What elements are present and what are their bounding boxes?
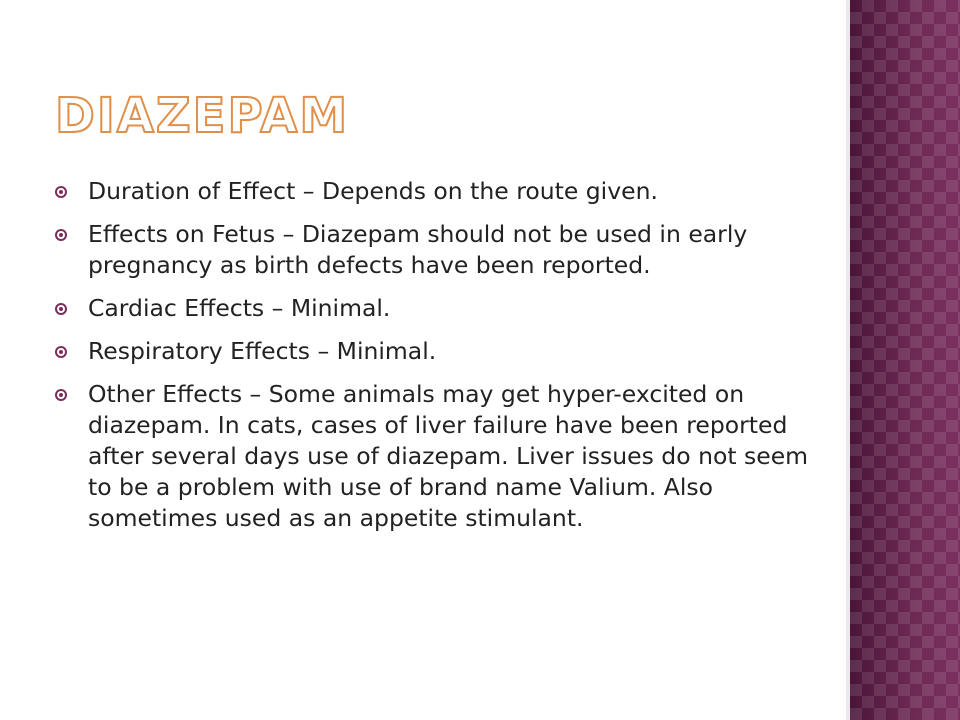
bullet-text: Other Effects – Some animals may get hyper-excited on diazepam. In cats, cases of liver failure have been reported after several days use of diazepam. Liver issues do not seem to be a problem with use of brand name Valium. Also sometimes used as an appetite stimulant. [88, 380, 809, 532]
decorative-side-panel [850, 0, 960, 720]
bullet-text: Respiratory Effects – Minimal. [88, 337, 437, 365]
circle-bullet-icon [55, 346, 67, 358]
bullet-list [55, 176, 815, 546]
bullet-text: Effects on Fetus – Diazepam should not be used in early pregnancy as birth defects have been reported. [88, 220, 748, 279]
circle-bullet-icon [55, 303, 67, 315]
bullet-text: Cardiac Effects – Minimal. [88, 294, 391, 322]
bullet-item-fetus [55, 219, 815, 281]
circle-bullet-icon [55, 389, 67, 401]
bullet-item-cardiac [55, 293, 815, 324]
circle-bullet-icon [55, 186, 67, 198]
bullet-item-respiratory [55, 336, 815, 367]
bullet-item-other [55, 379, 815, 534]
circle-bullet-icon [55, 229, 67, 241]
bullet-item-duration [55, 176, 815, 207]
bullet-text: Duration of Effect – Depends on the route given. [88, 177, 658, 205]
slide-title: DIAZEPAM [55, 88, 350, 144]
